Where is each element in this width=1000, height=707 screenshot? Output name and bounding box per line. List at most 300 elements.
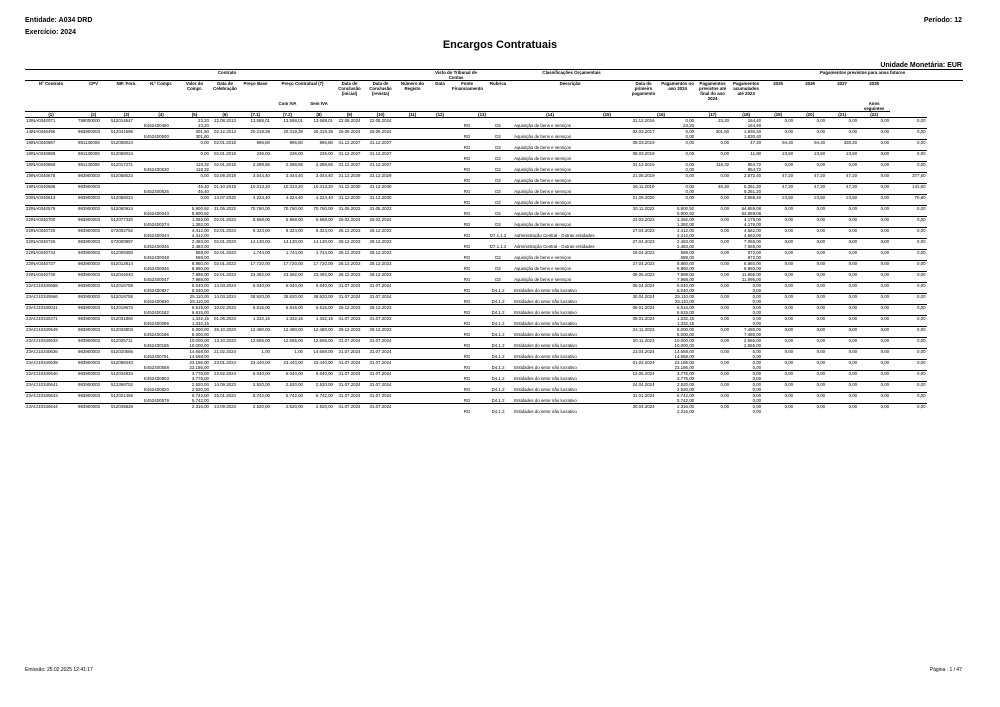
cell-valor2: 25.110,00 <box>189 299 209 304</box>
cell-rubrica: D2 <box>495 266 501 271</box>
cell-y2027: 0,00 <box>826 261 858 267</box>
cell-p-acumb: 0,00 <box>752 365 762 370</box>
cell-empty <box>890 409 926 414</box>
cell-fonte: RG <box>463 354 471 359</box>
cell-com-iva: 23.440,00 <box>271 360 304 366</box>
cell-fonte: RG <box>463 266 471 271</box>
cell-seg: 0,00 <box>890 272 926 278</box>
cell-com-iva: 896,80 <box>271 140 304 146</box>
cell-p-acumb: 164,40 <box>747 123 762 128</box>
cell-sem-iva: 13.588,01 <box>304 118 334 124</box>
cell-cpv: 983900003 <box>77 250 110 256</box>
cell-fonte: RG <box>463 332 471 337</box>
cell-contrato: 23ACI10340644 <box>25 404 77 410</box>
cell-sem-iva: 12.480,00 <box>304 327 334 333</box>
cell-p2024b: 6.615,00 <box>677 310 695 315</box>
cell-valor2: 118,32 <box>195 167 209 172</box>
cell-concl-ini: 31.07.2024 <box>334 283 365 289</box>
cell-preco-base: 4.224,40 <box>240 195 271 201</box>
cell-y2027: 23,60 <box>826 195 858 201</box>
cell-compr2: E452400182 <box>144 310 169 315</box>
cell-p-acum: 2.565,00 <box>730 338 762 344</box>
cell-compr2: E452400803 <box>144 376 169 381</box>
cell-descricao: Aquisição de bens e serviços <box>514 222 571 227</box>
col-sem-iva: Sem IVA <box>304 101 334 112</box>
cell-p-acum: 1.830,40 <box>730 129 762 135</box>
cell-valor2: 3.776,00 <box>191 376 209 381</box>
cell-y2028: 0,00 <box>858 217 890 223</box>
cell-cpv: 983900003 <box>77 338 110 344</box>
column-number: (16) <box>627 112 695 118</box>
cell-descricao: Aquisição de bens e serviços <box>514 167 571 172</box>
column-number: (22) <box>858 112 890 118</box>
cell-y2026: 0,00 <box>794 272 826 278</box>
col-rubrica: Rubrica <box>489 81 507 86</box>
cell-y2026: 0,00 <box>794 371 826 377</box>
cell-concl-rev: 31.07.2024 <box>365 283 396 289</box>
group-future-payments: Pagamentos previstos para anos futuros <box>762 70 963 81</box>
cell-y2028: 0,00 <box>858 228 890 234</box>
cell-concl-ini: 31.07.2024 <box>334 382 365 388</box>
cell-p-acum: 8.860,00 <box>730 261 762 267</box>
cell-p2024: 0,00 <box>660 129 695 135</box>
cell-seg: 0,00 <box>890 239 926 245</box>
cell-compr2: E452400820 <box>144 387 169 392</box>
cell-data-pag: 30.04.2024 <box>627 294 660 300</box>
cell-seg: 0,00 <box>890 206 926 212</box>
cell-concl-rev: 31.07.2024 <box>365 349 396 355</box>
cell-nif: 512034834 <box>110 371 143 377</box>
col-data-visto: Data <box>435 81 445 86</box>
cell-compr2: E452400046 <box>144 266 169 271</box>
cell-y2027: 0,00 <box>826 327 858 333</box>
cell-fonte: RG <box>463 156 471 161</box>
cell-p-prev: 0,00 <box>695 360 730 366</box>
entity-label: Entidade: A034 DRD <box>25 17 93 24</box>
cell-p-acumb: 11.996,00 <box>741 277 762 282</box>
cell-concl-ini: 31.12.2030 <box>334 195 365 201</box>
cell-p-prev: 0,00 <box>695 151 730 157</box>
cell-concl-rev: 28.12.2023 <box>365 261 396 267</box>
cell-com-iva: 12.565,00 <box>271 338 304 344</box>
cell-y2028: 0,00 <box>858 272 890 278</box>
cell-data-cel: 31.05.2022 <box>210 206 240 212</box>
cell-y2025: 0,00 <box>762 217 794 223</box>
cell-com-iva: 1,00 <box>271 349 304 355</box>
cell-p-acum: 0,00 <box>730 316 762 322</box>
col-valor: Valor do Compr. <box>185 81 204 91</box>
cell-concl-ini: 31.07.2024 <box>334 338 365 344</box>
cell-valor: 10.000,00 <box>179 338 210 344</box>
cell-p-prev: 0,00 <box>695 140 730 146</box>
cell-nif: 512016755 <box>110 294 143 300</box>
cell-rubrica: D2 <box>495 178 501 183</box>
cell-fonte: RG <box>463 376 471 381</box>
cell-concl-rev: 31.05.2023 <box>365 206 396 212</box>
cell-p-acumb: 7.480,00 <box>744 332 762 337</box>
cell-contrato: 23ACI10340549 <box>25 327 77 333</box>
cell-concl-ini: 31.07.2024 <box>334 294 365 300</box>
cell-nif: 512031860 <box>110 316 143 322</box>
cell-y2027: 0,00 <box>826 250 858 256</box>
col-cpv: CPV <box>88 81 99 86</box>
cell-p-acumb: 0,00 <box>752 288 762 293</box>
cell-empty <box>334 409 365 414</box>
cell-rubrica: D4.1.2 <box>491 387 505 392</box>
cell-com-iva: 6.615,00 <box>271 305 304 311</box>
col-concl-revista: Data de Conclusão (revista) <box>369 81 392 96</box>
cell-valor2: 46,40 <box>198 189 209 194</box>
cell-valor2: 23,20 <box>198 123 209 128</box>
cell-p-prev: 0,00 <box>695 382 730 388</box>
cell-preco-base: 2.520,00 <box>240 404 271 410</box>
cell-sem-iva: 17.720,00 <box>304 261 334 267</box>
cell-y2026: 47,20 <box>794 173 826 179</box>
cell-compr2: E452400827 <box>144 288 169 293</box>
cell-fonte: RG <box>463 233 471 238</box>
cell-y2027: 0,00 <box>826 404 858 410</box>
cell-nif: 512025711 <box>110 338 143 344</box>
cell-y2028: 0,00 <box>858 261 890 267</box>
cell-y2025: 0,00 <box>762 250 794 256</box>
cell-cpv: 983900003 <box>77 195 110 201</box>
cell-sem-iva: 896,80 <box>304 140 334 146</box>
cell-descricao: Entidades do setor não lucrativo <box>514 409 577 414</box>
cell-valor2: 6.615,00 <box>191 310 209 315</box>
col-fonte: Fonte Financiamento <box>452 81 484 91</box>
col-data-celebracao: Data de Celebração <box>213 81 237 91</box>
cell-seg: 0,00 <box>890 294 926 300</box>
cell-y2027: 0,00 <box>826 283 858 289</box>
cell-y2025: 0,00 <box>762 305 794 311</box>
cell-y2028: 0,00 <box>858 195 890 201</box>
column-number: (9) <box>334 112 365 118</box>
cell-rubrica: D4.1.2 <box>491 409 505 414</box>
cell-seg: 0,00 <box>890 393 926 399</box>
cell-sem-iva: 5.568,00 <box>304 217 334 223</box>
cell-data-pag: 31.01.2024 <box>627 393 660 399</box>
cell-nif: 512058024 <box>110 195 143 201</box>
cell-compr2: E452400045 <box>144 244 169 249</box>
cell-data-cel: 02.01.2023 <box>210 217 240 223</box>
cell-p-acum: 3.988,40 <box>730 195 762 201</box>
fiscal-year-label: Exercício: 2024 <box>25 29 76 36</box>
cell-valor: 1.392,00 <box>179 217 210 223</box>
cell-valor: 46,40 <box>179 184 210 190</box>
cell-p2024b: 0,00 <box>685 189 695 194</box>
cell-nif: 512014647 <box>110 118 143 124</box>
column-number: (10) <box>365 112 396 118</box>
cell-concl-ini: 28.02.2024 <box>334 217 365 223</box>
cell-empty <box>858 409 890 414</box>
cell-p-acum: 0,00 <box>730 371 762 377</box>
cell-rubrica: D2 <box>495 189 501 194</box>
cell-data-pag: 19.04.2023 <box>627 250 660 256</box>
cell-y2028: 0,00 <box>858 151 890 157</box>
cell-preco-base: 20.319,39 <box>240 129 271 135</box>
cell-sem-iva: 4.224,40 <box>304 195 334 201</box>
cell-compr2: E452400274 <box>144 222 169 227</box>
cell-y2025: 47,20 <box>762 184 794 190</box>
cell-rubrica: D4.1.2 <box>491 354 505 359</box>
cell-p-prev: 0,00 <box>695 217 730 223</box>
cell-com-iva: 10.313,20 <box>271 184 304 190</box>
cell-fonte: RG <box>463 200 471 205</box>
emission-timestamp: Emissão: 25.02.2025 12:41:17 <box>25 667 93 673</box>
cell-fonte: RG <box>463 145 471 150</box>
cell-p-acum: 2.572,40 <box>730 173 762 179</box>
cell-p-prev: 0,00 <box>695 349 730 355</box>
cell-concl-rev: 31.12.2027 <box>365 140 396 146</box>
cell-p-acum: 4.662,00 <box>730 228 762 234</box>
cell-seg: 0,00 <box>890 371 926 377</box>
cell-valor: 8.860,00 <box>179 261 210 267</box>
cell-y2026: 0,00 <box>794 228 826 234</box>
cell-y2027: 0,00 <box>826 393 858 399</box>
cell-contrato: 22INA0340579 <box>25 206 77 212</box>
column-number: (7.2) <box>271 112 304 118</box>
cell-concl-rev: 31.07.2024 <box>365 294 396 300</box>
cell-p-acum: 954,72 <box>730 162 762 168</box>
cell-contrato: 20INA0340613 <box>25 195 77 201</box>
cell-com-iva: 5.568,00 <box>271 217 304 223</box>
cell-contrato: 23ACI10340640 <box>25 371 77 377</box>
cell-y2026: 0,00 <box>794 118 826 124</box>
cell-y2027: 0,00 <box>826 371 858 377</box>
cell-y2026: 0,00 <box>794 349 826 355</box>
cell-nif: 512077320 <box>110 217 143 223</box>
cell-preco-base: 236,00 <box>240 151 271 157</box>
col-pag-previstos: Pagamentos previstos até final do ano 2024 <box>699 81 727 101</box>
cell-cpv: 983900003 <box>77 228 110 234</box>
cell-concl-rev: 31.12.2030 <box>365 195 396 201</box>
cell-p-acumb: 8.860,00 <box>744 266 762 271</box>
column-number: (8) <box>304 112 334 118</box>
cell-valor: 23,20 <box>179 118 210 124</box>
cell-p-acum: 5.261,20 <box>730 184 762 190</box>
cell-fonte: RG <box>463 288 471 293</box>
cell-compr2: E452400625 <box>144 189 169 194</box>
cell-p2024b: 10.000,00 <box>674 343 695 348</box>
cell-contrato: 22INA0340700 <box>25 217 77 223</box>
cell-sem-iva: 70.760,00 <box>304 206 334 212</box>
cell-concl-ini: 28.12.2023 <box>334 272 365 278</box>
cell-data-cel: 14.09.2023 <box>210 404 240 410</box>
cell-data-pag: 24.11.2023 <box>627 327 660 333</box>
cell-y2027: 0,00 <box>826 217 858 223</box>
cell-data-cel: 02.01.2023 <box>210 250 240 256</box>
cell-sem-iva: 28.920,00 <box>304 294 334 300</box>
cell-valor: 0,00 <box>179 195 210 201</box>
cell-com-iva: 70.760,00 <box>271 206 304 212</box>
cell-descricao: Aquisição de bens e serviços <box>514 134 571 139</box>
cell-seg: 0,00 <box>890 151 926 157</box>
cell-p-acumb: 0,00 <box>752 310 762 315</box>
cell-descricao: Administração Central - Outras entidades <box>514 233 595 238</box>
cell-y2026: 0,00 <box>794 129 826 135</box>
cell-p-prev: 0,00 <box>695 305 730 311</box>
table-body <box>25 118 963 415</box>
cell-contrato: 18INA0340868 <box>25 151 77 157</box>
cell-y2028: 0,00 <box>858 206 890 212</box>
cell-y2028: 0,00 <box>858 118 890 124</box>
cell-concl-rev: 31.07.2024 <box>365 382 396 388</box>
cell-nif: 512012814 <box>110 261 143 267</box>
cell-y2027: 47,20 <box>826 184 858 190</box>
cell-nif: 512017271 <box>110 162 143 168</box>
cell-p-acum: 7.480,00 <box>730 327 762 333</box>
cell-valor: 25.110,00 <box>179 294 210 300</box>
cell-concl-ini: 31.07.2024 <box>334 349 365 355</box>
cell-p-prev: 0,00 <box>695 228 730 234</box>
cell-compr2: E452400099 <box>144 321 169 326</box>
cell-valor2: 5.040,00 <box>191 288 209 293</box>
cell-sem-iva: 6.615,00 <box>304 305 334 311</box>
cell-p-acumb: 0,00 <box>752 354 762 359</box>
cell-data-pag: 20.11.2023 <box>627 338 660 344</box>
cell-valor: 7.988,00 <box>179 272 210 278</box>
cell-cpv: 983900003 <box>77 371 110 377</box>
cell-p-prev: 46,40 <box>695 184 730 190</box>
cell-p-acumb: 954,72 <box>747 167 762 172</box>
cell-rubrica: D4.1.2 <box>491 310 505 315</box>
col-2027: 2027 <box>837 81 848 86</box>
cell-y2028: 0,00 <box>858 129 890 135</box>
cell-p2024: 5.000,00 <box>660 327 695 333</box>
cell-p-acum: 164,40 <box>730 118 762 124</box>
cell-p2024: 0,00 <box>660 140 695 146</box>
cell-p-prev: 0,00 <box>695 294 730 300</box>
col-concl-inicial: Data de Conclusão (inicial) <box>338 81 361 96</box>
cell-y2026: 0,00 <box>794 162 826 168</box>
cell-y2025: 0,00 <box>762 129 794 135</box>
cell-data-cel: 02.01.2023 <box>210 239 240 245</box>
cell-cpv: 981130008 <box>77 162 110 168</box>
cell-valor: 6.615,00 <box>179 305 210 311</box>
cell-p-acumb: 872,00 <box>747 255 762 260</box>
cell-data-cel: 02.01.2018 <box>210 151 240 157</box>
cell-p-acum: 872,00 <box>730 250 762 256</box>
cell-y2025: 0,00 <box>762 228 794 234</box>
cell-compr2: E452400630 <box>144 167 169 172</box>
cell-p2024b: 5.900,92 <box>677 211 695 216</box>
cell-y2025: 0,00 <box>762 316 794 322</box>
cell-seg: 0,00 <box>890 228 926 234</box>
cell-fonte: RG <box>463 321 471 326</box>
cell-com-iva: 236,00 <box>271 151 304 157</box>
cell-preco-base: 17.720,00 <box>240 261 271 267</box>
cell-contrato: 23ACI10340643 <box>25 393 77 399</box>
cell-fonte: RG <box>463 244 471 249</box>
cell-valor: 4.412,00 <box>179 228 210 234</box>
cell-contrato: 23ACI10340633 <box>25 338 77 344</box>
cell-sem-iva: 12.565,00 <box>304 338 334 344</box>
cell-contrato: 13INA0340071 <box>25 118 77 124</box>
cell-concl-ini: 31.12.2027 <box>334 140 365 146</box>
cell-nif: 512045828 <box>110 404 143 410</box>
cell-data-pag: 27.04.2023 <box>627 239 660 245</box>
cell-y2027: 0,00 <box>826 360 858 366</box>
cell-p-acumb: 0,00 <box>752 376 762 381</box>
cell-y2026: 0,00 <box>794 393 826 399</box>
cell-y2028: 0,00 <box>858 404 890 410</box>
col-com-iva: Com IVA <box>271 101 304 112</box>
cell-p2024: 1.332,15 <box>660 316 695 322</box>
column-number: (17) <box>695 112 730 118</box>
cell-y2025: 0,00 <box>762 162 794 168</box>
cell-concl-rev: 28.12.2023 <box>365 305 396 311</box>
cell-y2028: 0,00 <box>858 173 890 179</box>
cell-sem-iva: 1.744,00 <box>304 250 334 256</box>
cell-p-prev: 0,00 <box>695 173 730 179</box>
cell-sem-iva: 2.520,00 <box>304 382 334 388</box>
cell-concl-ini: 31.07.2024 <box>334 393 365 399</box>
cell-y2026: 0,00 <box>794 294 826 300</box>
cell-compr2: E452400579 <box>144 398 169 403</box>
cell-empty <box>77 409 110 414</box>
cell-fonte: RG <box>463 123 471 128</box>
cell-p-prev: 0,00 <box>695 239 730 245</box>
cell-sem-iva: 236,00 <box>304 151 334 157</box>
cell-compr2: E452400043 <box>144 211 169 216</box>
cell-contrato: 22INA0340726 <box>25 239 77 245</box>
cell-y2028: 0,00 <box>858 250 890 256</box>
cell-descricao: Aquisição de bens e serviços <box>514 255 571 260</box>
cell-contrato: 23ACI10340641 <box>25 382 77 388</box>
cell-valor: 23.186,00 <box>179 360 210 366</box>
cell-com-iva: 5.040,00 <box>271 283 304 289</box>
cell-data-cel: 14.09.2023 <box>210 382 240 388</box>
cell-descricao: Aquisição de bens e serviços <box>514 211 571 216</box>
cell-p-acum: 0,00 <box>730 305 762 311</box>
cell-p2024: 0,00 <box>660 151 695 157</box>
cell-p2024: 2.520,00 <box>660 382 695 388</box>
cell-preco-base: 23.440,00 <box>240 360 271 366</box>
cell-valor: 2.483,00 <box>179 239 210 245</box>
cell-data-pag: 01.02.2024 <box>627 360 660 366</box>
cell-p2024: 4.412,00 <box>660 228 695 234</box>
cell-preco-base: 6.615,00 <box>240 305 271 311</box>
cell-preco-base: 1,00 <box>240 349 271 355</box>
cell-rubrica: D7.1.1.2 <box>489 244 507 249</box>
column-number: (21) <box>826 112 858 118</box>
col-preco-base: Preço Base <box>243 81 268 86</box>
cell-rubrica: D4.1.2 <box>491 376 505 381</box>
cell-data-cel: 25.01.2024 <box>210 393 240 399</box>
cell-seg: 141,60 <box>890 184 926 190</box>
cell-data-cel: 21.02.2024 <box>210 349 240 355</box>
cell-com-iva: 4.224,40 <box>271 195 304 201</box>
cell-rubrica: D4.1.2 <box>491 321 505 326</box>
cell-y2025: 0,00 <box>762 393 794 399</box>
column-number: (13) <box>451 112 513 118</box>
cell-p2024: 0,00 <box>660 173 695 179</box>
col-anos-seguintes: Anos seguintes <box>858 101 890 112</box>
cell-p2024b: 0,00 <box>685 167 695 172</box>
cell-contrato: 22INA0340725 <box>25 228 77 234</box>
cell-p-prev: 0,00 <box>695 272 730 278</box>
cell-y2028: 0,00 <box>858 184 890 190</box>
column-number: (4) <box>143 112 179 118</box>
col-contrato: Nº Contrato <box>38 81 64 86</box>
cell-valor2: 7.988,00 <box>191 277 209 282</box>
cell-data-cel: 10.02.2023 <box>210 305 240 311</box>
cell-p2024: 6.615,00 <box>660 305 695 311</box>
col-data-primeiro-pag: Data do primeiro pagamento <box>631 81 656 96</box>
cell-preco-base: 5.742,00 <box>240 393 271 399</box>
cell-seg: 0,00 <box>890 283 926 289</box>
cell-com-iva: 2.520,00 <box>271 382 304 388</box>
